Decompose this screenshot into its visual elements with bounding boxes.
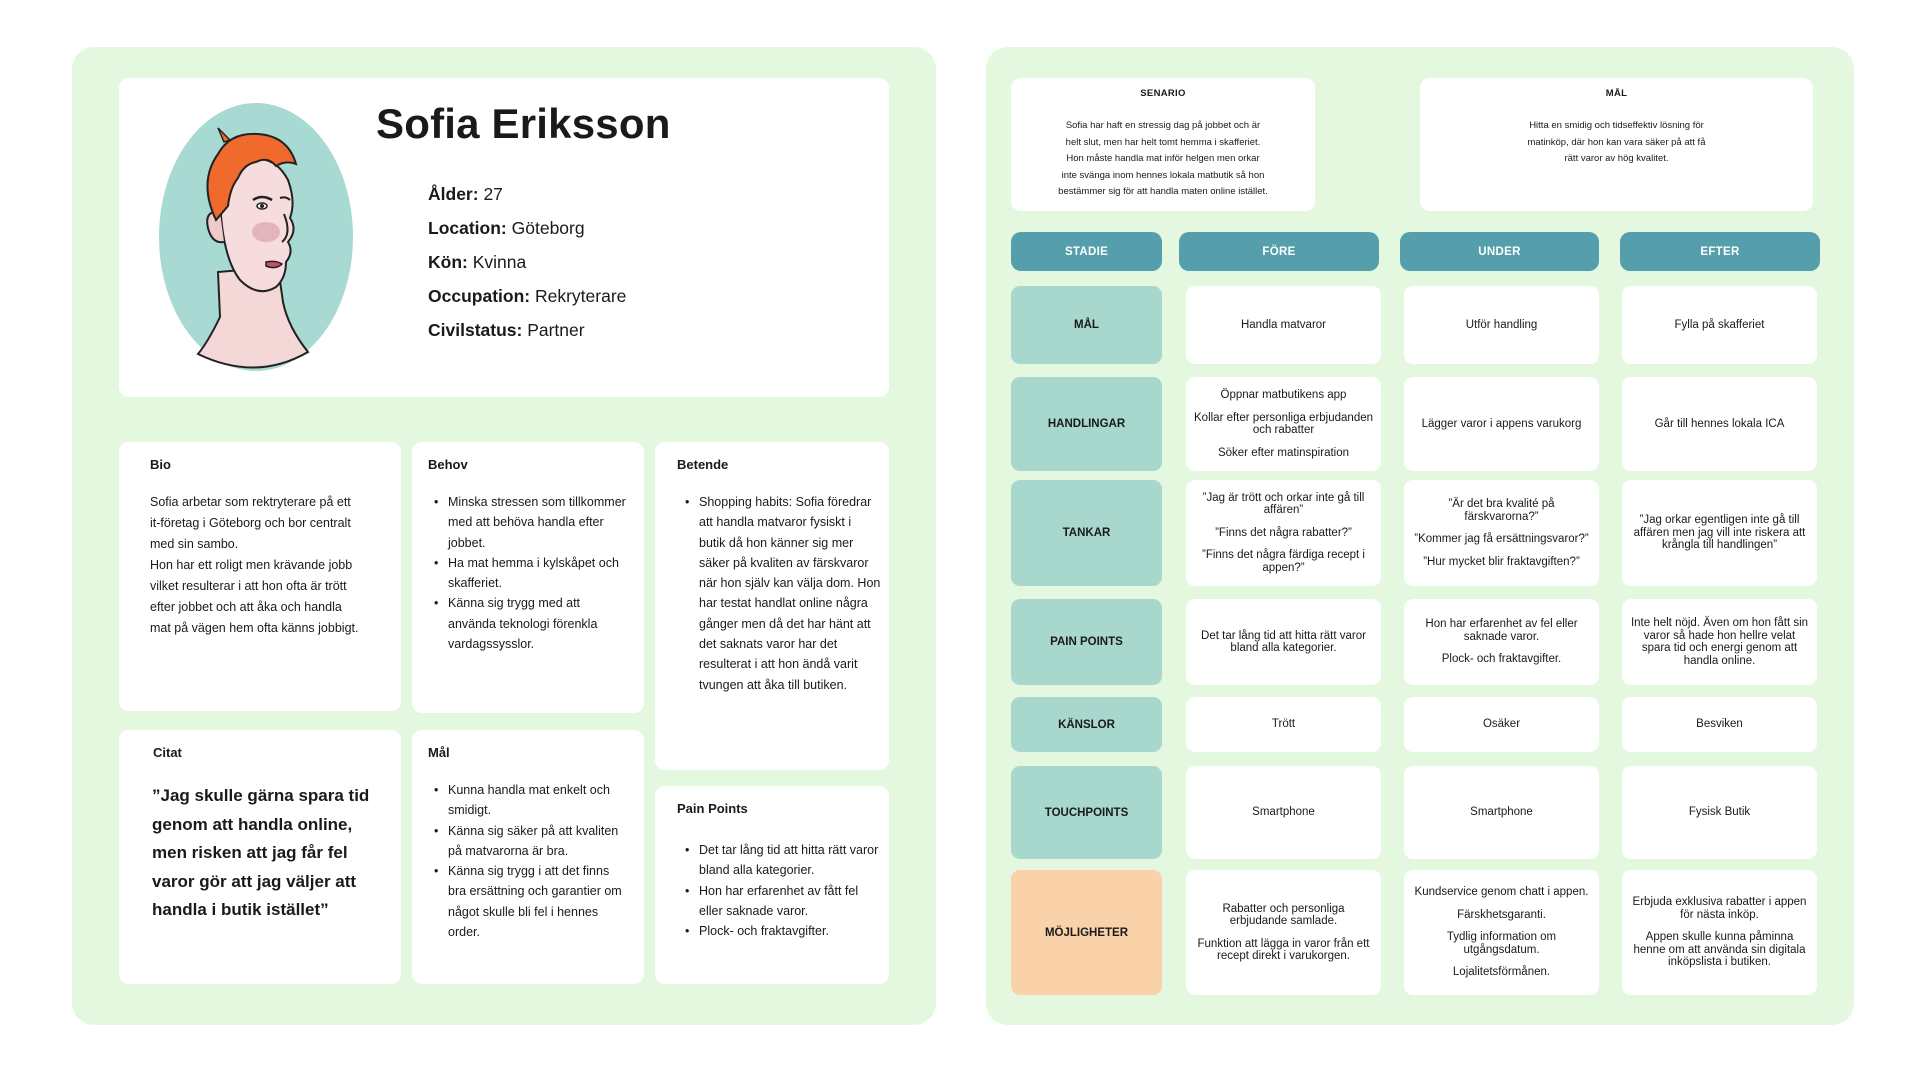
goals-card [412, 730, 644, 984]
goal-card [1420, 78, 1813, 211]
cell-text: Smartphone [1252, 806, 1315, 819]
quote-text: ”Jag skulle gärna spara tid genom att handla online, men risken att jag får fel varor gör att jag väljer att handla i butik istället” [152, 786, 370, 919]
journey-cell-feelings-2 [1404, 697, 1599, 752]
cell-text: Appen skulle kunna påminna henne om att använda sin digitala inköpslista i butiken. [1633, 931, 1806, 969]
cell-text: Besviken [1696, 718, 1743, 731]
journey-cell-opportunities-1 [1186, 870, 1381, 995]
cell-text: Utför handling [1465, 318, 1538, 331]
quote-title: Citat [153, 745, 182, 760]
list-item: • Ha mat hemma i kylskåpet och skafferiet. [434, 553, 630, 594]
journey-cell-thoughts-2 [1404, 480, 1599, 586]
list-item: • Minska stressen som tillkommer med att behöva handla efter jobbet. [434, 492, 630, 553]
column-header-during: UNDER [1400, 232, 1599, 271]
cell-text: ”Jag orkar egentligen inte gå till affären men jag vill inte riskera att krångla till handlingen” [1633, 514, 1806, 552]
cell-text: Kollar efter personliga erbjudanden och rabatter [1194, 411, 1374, 436]
cell-text: Går till hennes lokala ICA [1654, 417, 1785, 430]
journey-panel [986, 47, 1854, 1025]
cell-text: ”Finns det några rabatter?” [1215, 526, 1352, 539]
cell-text: ”Kommer jag få ersättningsvaror?” [1414, 533, 1589, 545]
journey-cell-goal-1 [1186, 286, 1381, 364]
row-label-touchpoints: TOUCHPOINTS [1011, 766, 1162, 859]
cell-text: ”Hur mycket blir fraktavgiften?” [1423, 555, 1580, 568]
cell-text: Fysisk Butik [1688, 806, 1751, 819]
journey-cell-touchpoints-2 [1404, 766, 1599, 859]
row-label-opportunities: MÖJLIGHETER [1011, 870, 1162, 995]
journey-cell-opportunities-2 [1404, 870, 1599, 995]
column-header-after: EFTER [1620, 232, 1820, 271]
journey-cell-goal-3 [1622, 286, 1817, 364]
journey-cell-touchpoints-1 [1186, 766, 1381, 859]
journey-cell-goal-2 [1404, 286, 1599, 364]
cell-text: ”Är det bra kvalité på färskvarorna?” [1448, 498, 1555, 523]
scenario-card [1011, 78, 1315, 211]
cell-text: Lojalitetsförmånen. [1452, 966, 1551, 979]
list-item: • Shopping habits: Sofia föredrar att handla matvaror fysiskt i butik då hon känner sig mer säker på kvaliten av färskvaror när hon själv kan välja dom. Hon har testat handlat online några gånger men då det har hänt att det saknats varor har det resulterat i att hon ändå varit tvungen att åka till butiken. [685, 492, 881, 695]
cell-text: Kundservice genom chatt i appen. [1414, 886, 1589, 899]
goals-list [434, 780, 630, 942]
cell-text: Tydlig information om utgångsdatum. [1446, 931, 1557, 956]
cell-text: Smartphone [1470, 806, 1533, 819]
fact-civil-status: Civilstatus: Partner [428, 320, 585, 340]
column-header-before: FÖRE [1179, 232, 1379, 271]
journey-cell-opportunities-3 [1622, 870, 1817, 995]
cell-text: Funktion att lägga in varor från ett recept direkt i varukorgen. [1197, 937, 1370, 962]
journey-cell-pain-points-1 [1186, 599, 1381, 685]
row-label-pain-points: PAIN POINTS [1011, 599, 1162, 685]
fact-occupation: Occupation: Rekryterare [428, 286, 627, 306]
fact-location: Location: Göteborg [428, 218, 585, 238]
list-item: • Hon har erfarenhet av fått fel eller saknade varor. [685, 881, 881, 922]
goal-title: MÅL [1605, 88, 1628, 99]
row-label-goal: MÅL [1011, 286, 1162, 364]
list-item: • Det tar lång tid att hitta rätt varor bland alla kategorier. [685, 840, 881, 881]
cell-text: Lägger varor i appens varukorg [1421, 417, 1582, 430]
cell-text: Det tar lång tid att hitta rätt varor bland alla kategorier. [1201, 629, 1366, 654]
cell-text: Trött [1271, 718, 1296, 731]
goal-text: Hitta en smidig och tidseffektiv lösning för matinköp, där hon kan vara säker på att få rätt varor av hög kvalitet. [1527, 120, 1706, 164]
cell-text: Handla matvaror [1240, 318, 1326, 331]
cell-text: Söker efter matinspiration [1217, 446, 1350, 459]
avatar [158, 102, 354, 372]
journey-cell-thoughts-1 [1186, 480, 1381, 586]
persona-name: Sofia Eriksson [376, 100, 671, 147]
pain-points-list [685, 840, 881, 941]
list-item: • Plock- och fraktavgifter. [685, 921, 881, 941]
journey-cell-actions-1 [1186, 377, 1381, 471]
journey-cell-pain-points-2 [1404, 599, 1599, 685]
stage-header: STADIE [1011, 232, 1162, 271]
fact-age: Ålder: 27 [428, 184, 503, 204]
list-item: • Känna sig säker på att kvaliten på matvarorna är bra. [434, 821, 630, 862]
cell-text: Öppnar matbutikens app [1220, 389, 1347, 401]
scenario-text: Sofia har haft en stressig dag på jobbet och är helt slut, men har helt tomt hemma i skafferiet. Hon måste handla mat inför helgen men orkar inte svänga inom hennes lokala matbutik så hon bestämmer sig för att handla maten online istället. [1058, 120, 1268, 197]
bio-title: Bio [150, 457, 171, 472]
cell-text: Inte helt nöjd. Även om hon fått sin varor så hade hon hellre velat spara tid och energi genom att handla online. [1630, 617, 1809, 667]
cell-text: Hon har erfarenhet av fel eller saknade varor. [1425, 618, 1578, 643]
cell-text: Osäker [1482, 718, 1521, 731]
cell-text: Erbjuda exklusiva rabatter i appen för nästa inköp. [1632, 896, 1807, 921]
row-label-actions: HANDLINGAR [1011, 377, 1162, 471]
cell-text: ”Finns det några färdiga recept i appen?” [1201, 549, 1365, 574]
cell-text: Plock- och fraktavgifter. [1441, 653, 1562, 666]
profile-card [119, 78, 889, 397]
journey-cell-feelings-3 [1622, 697, 1817, 752]
row-label-thoughts: TANKAR [1011, 480, 1162, 586]
cell-text: ”Jag är trött och orkar inte gå till affären” [1202, 491, 1365, 517]
needs-card [412, 442, 644, 713]
cell-text: Fylla på skafferiet [1674, 318, 1765, 331]
cell-text: Färskhetsgaranti. [1457, 908, 1546, 921]
list-item: • Känna sig trygg i att det finns bra ersättning och garantier om något skulle bli fel i hennes order. [434, 861, 630, 942]
behavior-list [685, 492, 881, 695]
needs-list [434, 492, 630, 654]
journey-cell-thoughts-3 [1622, 480, 1817, 586]
needs-title: Behov [428, 457, 468, 472]
journey-cell-pain-points-3 [1622, 599, 1817, 685]
persona-panel [72, 47, 936, 1025]
goals-title: Mål [428, 745, 450, 760]
pain-points-card [655, 786, 889, 984]
behavior-title: Betende [677, 457, 729, 472]
list-item: • Känna sig trygg med att använda teknologi förenkla vardagssysslor. [434, 593, 630, 654]
list-item: • Kunna handla mat enkelt och smidigt. [434, 780, 630, 821]
journey-cell-feelings-1 [1186, 697, 1381, 752]
scenario-title: SENARIO [1140, 88, 1186, 99]
journey-cell-actions-2 [1404, 377, 1599, 471]
journey-cell-touchpoints-3 [1622, 766, 1817, 859]
behavior-card [655, 442, 889, 770]
bio-text: Sofia arbetar som rektryterare på ett it-företag i Göteborg och bor centralt med sin sambo. Hon har ett roligt men krävande jobb vilket resulterar i att hon ofta är trött efter jobbet och att åka och handla mat på vägen hem ofta känns jobbigt. [150, 495, 359, 635]
pain-points-title: Pain Points [677, 801, 748, 816]
row-label-feelings: KÄNSLOR [1011, 697, 1162, 752]
persona-facts [428, 177, 626, 347]
bio-card [119, 442, 401, 711]
quote-card [119, 730, 401, 984]
fact-gender: Kön: Kvinna [428, 252, 527, 272]
cell-text: Rabatter och personliga erbjudande samlade. [1222, 902, 1345, 927]
journey-cell-actions-3 [1622, 377, 1817, 471]
